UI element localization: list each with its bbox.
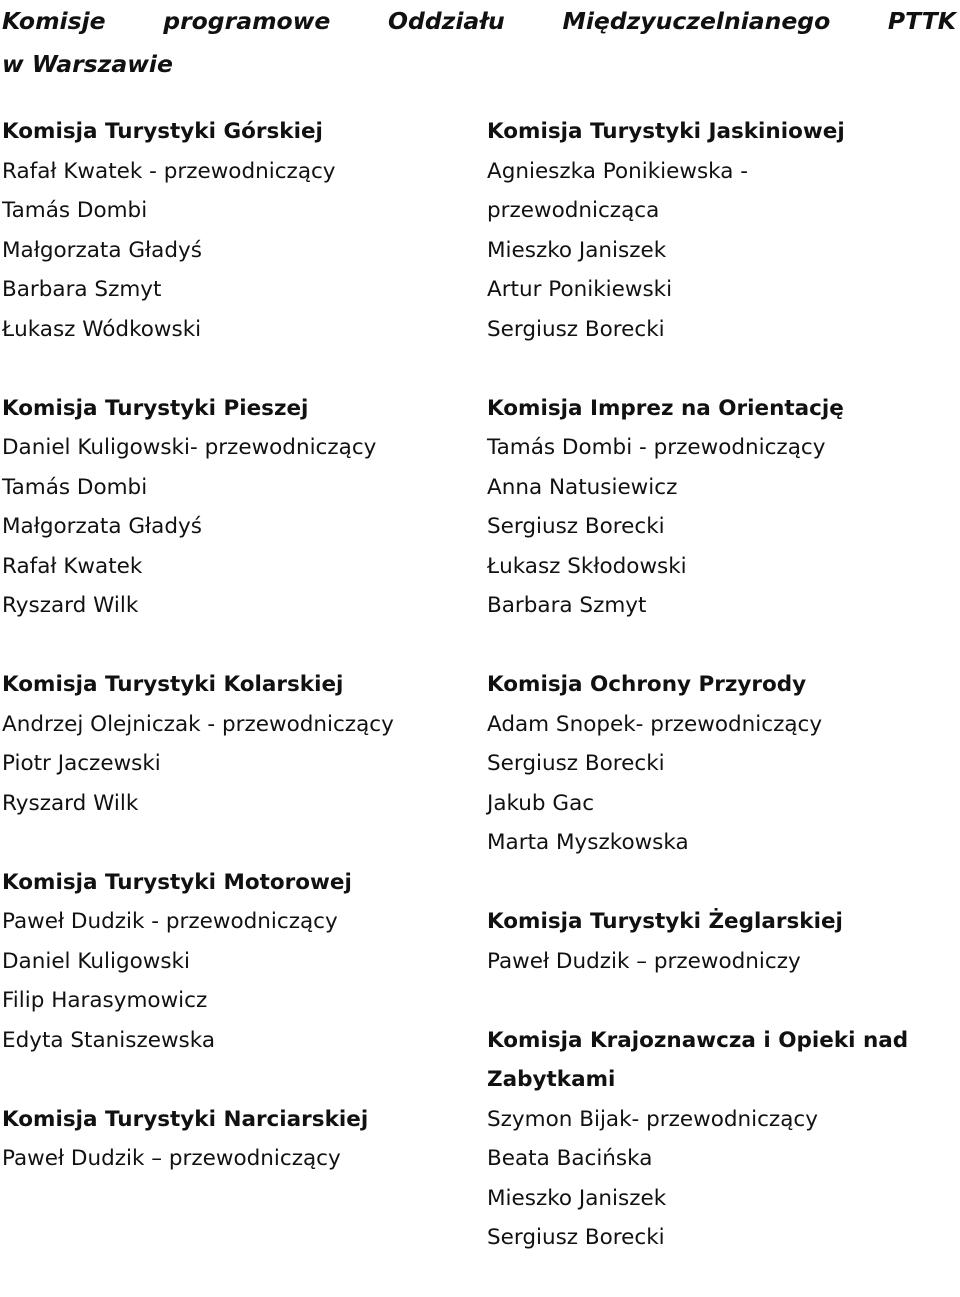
- commission-heading: Komisja Ochrony Przyrody: [487, 672, 807, 697]
- member: Marta Myszkowska: [487, 830, 689, 855]
- title-word: Komisje: [2, 7, 106, 35]
- member: Rafał Kwatek: [2, 553, 143, 579]
- title-line-2: w Warszawie: [2, 50, 173, 78]
- member: Barbara Szmyt: [2, 277, 162, 302]
- title-word: Oddziału: [388, 7, 505, 35]
- member: Małgorzata Gładyś: [2, 514, 202, 539]
- member: Tamás Dombi: [2, 198, 148, 223]
- commission-heading: Komisja Turystyki Jaskiniowej: [487, 119, 845, 144]
- commission-section: [2, 1100, 472, 1179]
- commission-section: [487, 902, 957, 981]
- member: Sergiusz Borecki: [487, 751, 665, 776]
- commission-section: [487, 665, 957, 863]
- member: Agnieszka Ponikiewska -: [487, 158, 748, 184]
- member: Daniel Kuligowski: [2, 948, 190, 974]
- title-word: PTTK: [887, 7, 956, 35]
- member: Łukasz Skłodowski: [487, 553, 687, 579]
- commission-section: [2, 665, 472, 823]
- commission-heading-continued: Zabytkami: [487, 1067, 616, 1092]
- commission-heading: Komisja Imprez na Orientację: [487, 395, 844, 421]
- member: Tamás Dombi - przewodniczący: [487, 435, 826, 460]
- member: Tamás Dombi: [2, 474, 148, 500]
- member: Piotr Jaczewski: [2, 751, 161, 776]
- member: Paweł Dudzik – przewodniczy: [487, 948, 801, 974]
- commission-heading: Komisja Turystyki Kolarskiej: [2, 672, 344, 697]
- member: Ryszard Wilk: [2, 790, 139, 816]
- commission-heading: Komisja Turystyki Górskiej: [2, 119, 323, 144]
- commission-section: [2, 863, 472, 1061]
- member: Mieszko Janiszek: [487, 237, 667, 263]
- member: Beata Bacińska: [487, 1146, 653, 1171]
- member: przewodnicząca: [487, 198, 660, 223]
- member: Edyta Staniszewska: [2, 1027, 215, 1053]
- commission-heading: Komisja Krajoznawcza i Opieki nad: [487, 1027, 909, 1053]
- left-column: [2, 112, 472, 1218]
- member: Sergiusz Borecki: [487, 1225, 665, 1250]
- member: Andrzej Olejniczak - przewodniczący: [2, 711, 394, 737]
- right-column: [487, 112, 957, 1297]
- member: Szymon Bijak- przewodniczący: [487, 1106, 818, 1132]
- member: Mieszko Janiszek: [487, 1185, 667, 1211]
- member: Rafał Kwatek - przewodniczący: [2, 158, 336, 184]
- member: Barbara Szmyt: [487, 593, 647, 618]
- title-line-1: [2, 0, 956, 43]
- member: Ryszard Wilk: [2, 593, 139, 618]
- commission-section: [487, 389, 957, 626]
- commission-section: [2, 112, 472, 349]
- member: Jakub Gac: [487, 790, 595, 816]
- member: Artur Ponikiewski: [487, 277, 673, 302]
- member: Paweł Dudzik – przewodniczący: [2, 1146, 341, 1171]
- member: Paweł Dudzik - przewodniczący: [2, 909, 338, 934]
- commission-heading: Komisja Turystyki Narciarskiej: [2, 1106, 369, 1132]
- member: Małgorzata Gładyś: [2, 237, 202, 263]
- commission-heading: Komisja Turystyki Pieszej: [2, 395, 309, 421]
- member: Sergiusz Borecki: [487, 316, 665, 342]
- commission-section: [487, 112, 957, 349]
- title-word: programowe: [163, 7, 331, 35]
- document-title: [2, 0, 956, 86]
- commission-section: [487, 1021, 957, 1258]
- member: Filip Harasymowicz: [2, 988, 208, 1013]
- member: Sergiusz Borecki: [487, 514, 665, 539]
- member: Adam Snopek- przewodniczący: [487, 711, 823, 737]
- commission-heading: Komisja Turystyki Żeglarskiej: [487, 909, 843, 934]
- commission-heading: Komisja Turystyki Motorowej: [2, 869, 352, 895]
- title-word: Międzyuczelnianego: [562, 7, 831, 35]
- member: Łukasz Wódkowski: [2, 316, 202, 342]
- commission-section: [2, 389, 472, 626]
- member: Daniel Kuligowski- przewodniczący: [2, 435, 377, 460]
- member: Anna Natusiewicz: [487, 474, 678, 500]
